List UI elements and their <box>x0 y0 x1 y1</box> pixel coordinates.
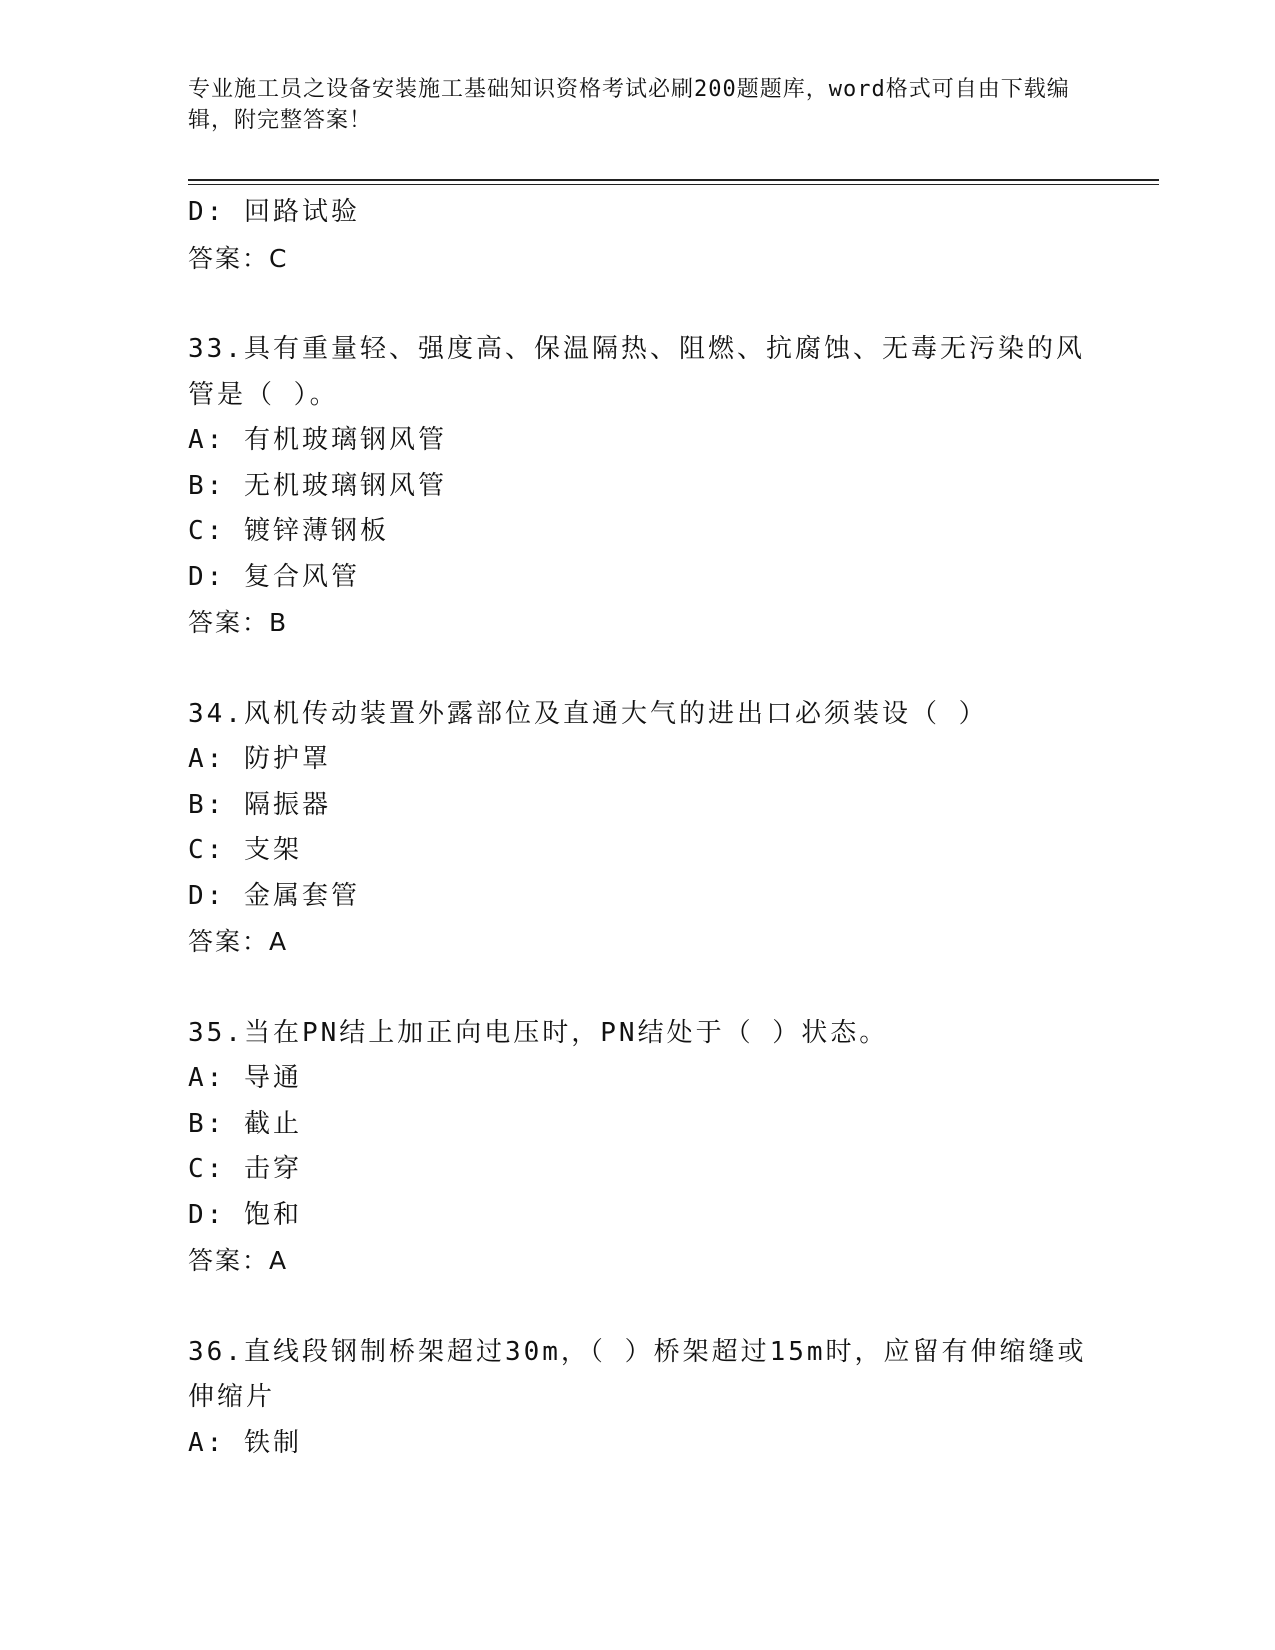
header-divider-thin <box>188 184 1159 185</box>
option-c: C: 击穿 <box>188 1154 302 1184</box>
question-stem: 34.风机传动装置外露部位及直通大气的进出口必须装设（ ） <box>188 698 988 729</box>
question-33 <box>188 327 1118 646</box>
option-a: A: 防护罩 <box>188 744 331 774</box>
option-c: C: 支架 <box>188 835 302 865</box>
document-header: 专业施工员之设备安装施工基础知识资格考试必刷200题题库，word格式可自由下载编辑，附完整答案！ <box>188 77 1070 133</box>
option-b: B: 无机玻璃钢风管 <box>188 470 447 501</box>
option-a: A: 导通 <box>188 1063 302 1093</box>
question-stem: 33.具有重量轻、强度高、保温隔热、阻燃、抗腐蚀、无毒无污染的风管是（ ）。 <box>188 334 1085 410</box>
option-d: D: 金属套管 <box>188 880 360 911</box>
option-a: A: 有机玻璃钢风管 <box>188 425 447 455</box>
question-stem: 35.当在PN结上加正向电压时，PN结处于（ ）状态。 <box>188 1017 889 1048</box>
option-d: D: 复合风管 <box>188 561 360 592</box>
question-35 <box>188 1011 1118 1284</box>
option-d: D: 回路试验 <box>188 197 360 227</box>
question-list <box>188 190 1118 1466</box>
option-a: A: 铁制 <box>188 1427 302 1458</box>
question-stem: 36.直线段钢制桥架超过30m，（ ）桥架超过15m时，应留有伸缩缝或伸缩片 <box>188 1336 1087 1412</box>
option-d: D: 饱和 <box>188 1199 302 1230</box>
answer-line: 答案：A <box>188 927 289 956</box>
option-b: B: 隔振器 <box>188 789 331 820</box>
option-b: B: 截止 <box>188 1108 302 1139</box>
answer-line: 答案：C <box>188 243 289 273</box>
answer-line: 答案：A <box>188 1246 289 1275</box>
header-divider-thick <box>188 179 1159 181</box>
question-36 <box>188 1330 1118 1467</box>
question-34 <box>188 692 1118 965</box>
answer-line: 答案：B <box>188 608 289 637</box>
option-c: C: 镀锌薄钢板 <box>188 516 389 546</box>
